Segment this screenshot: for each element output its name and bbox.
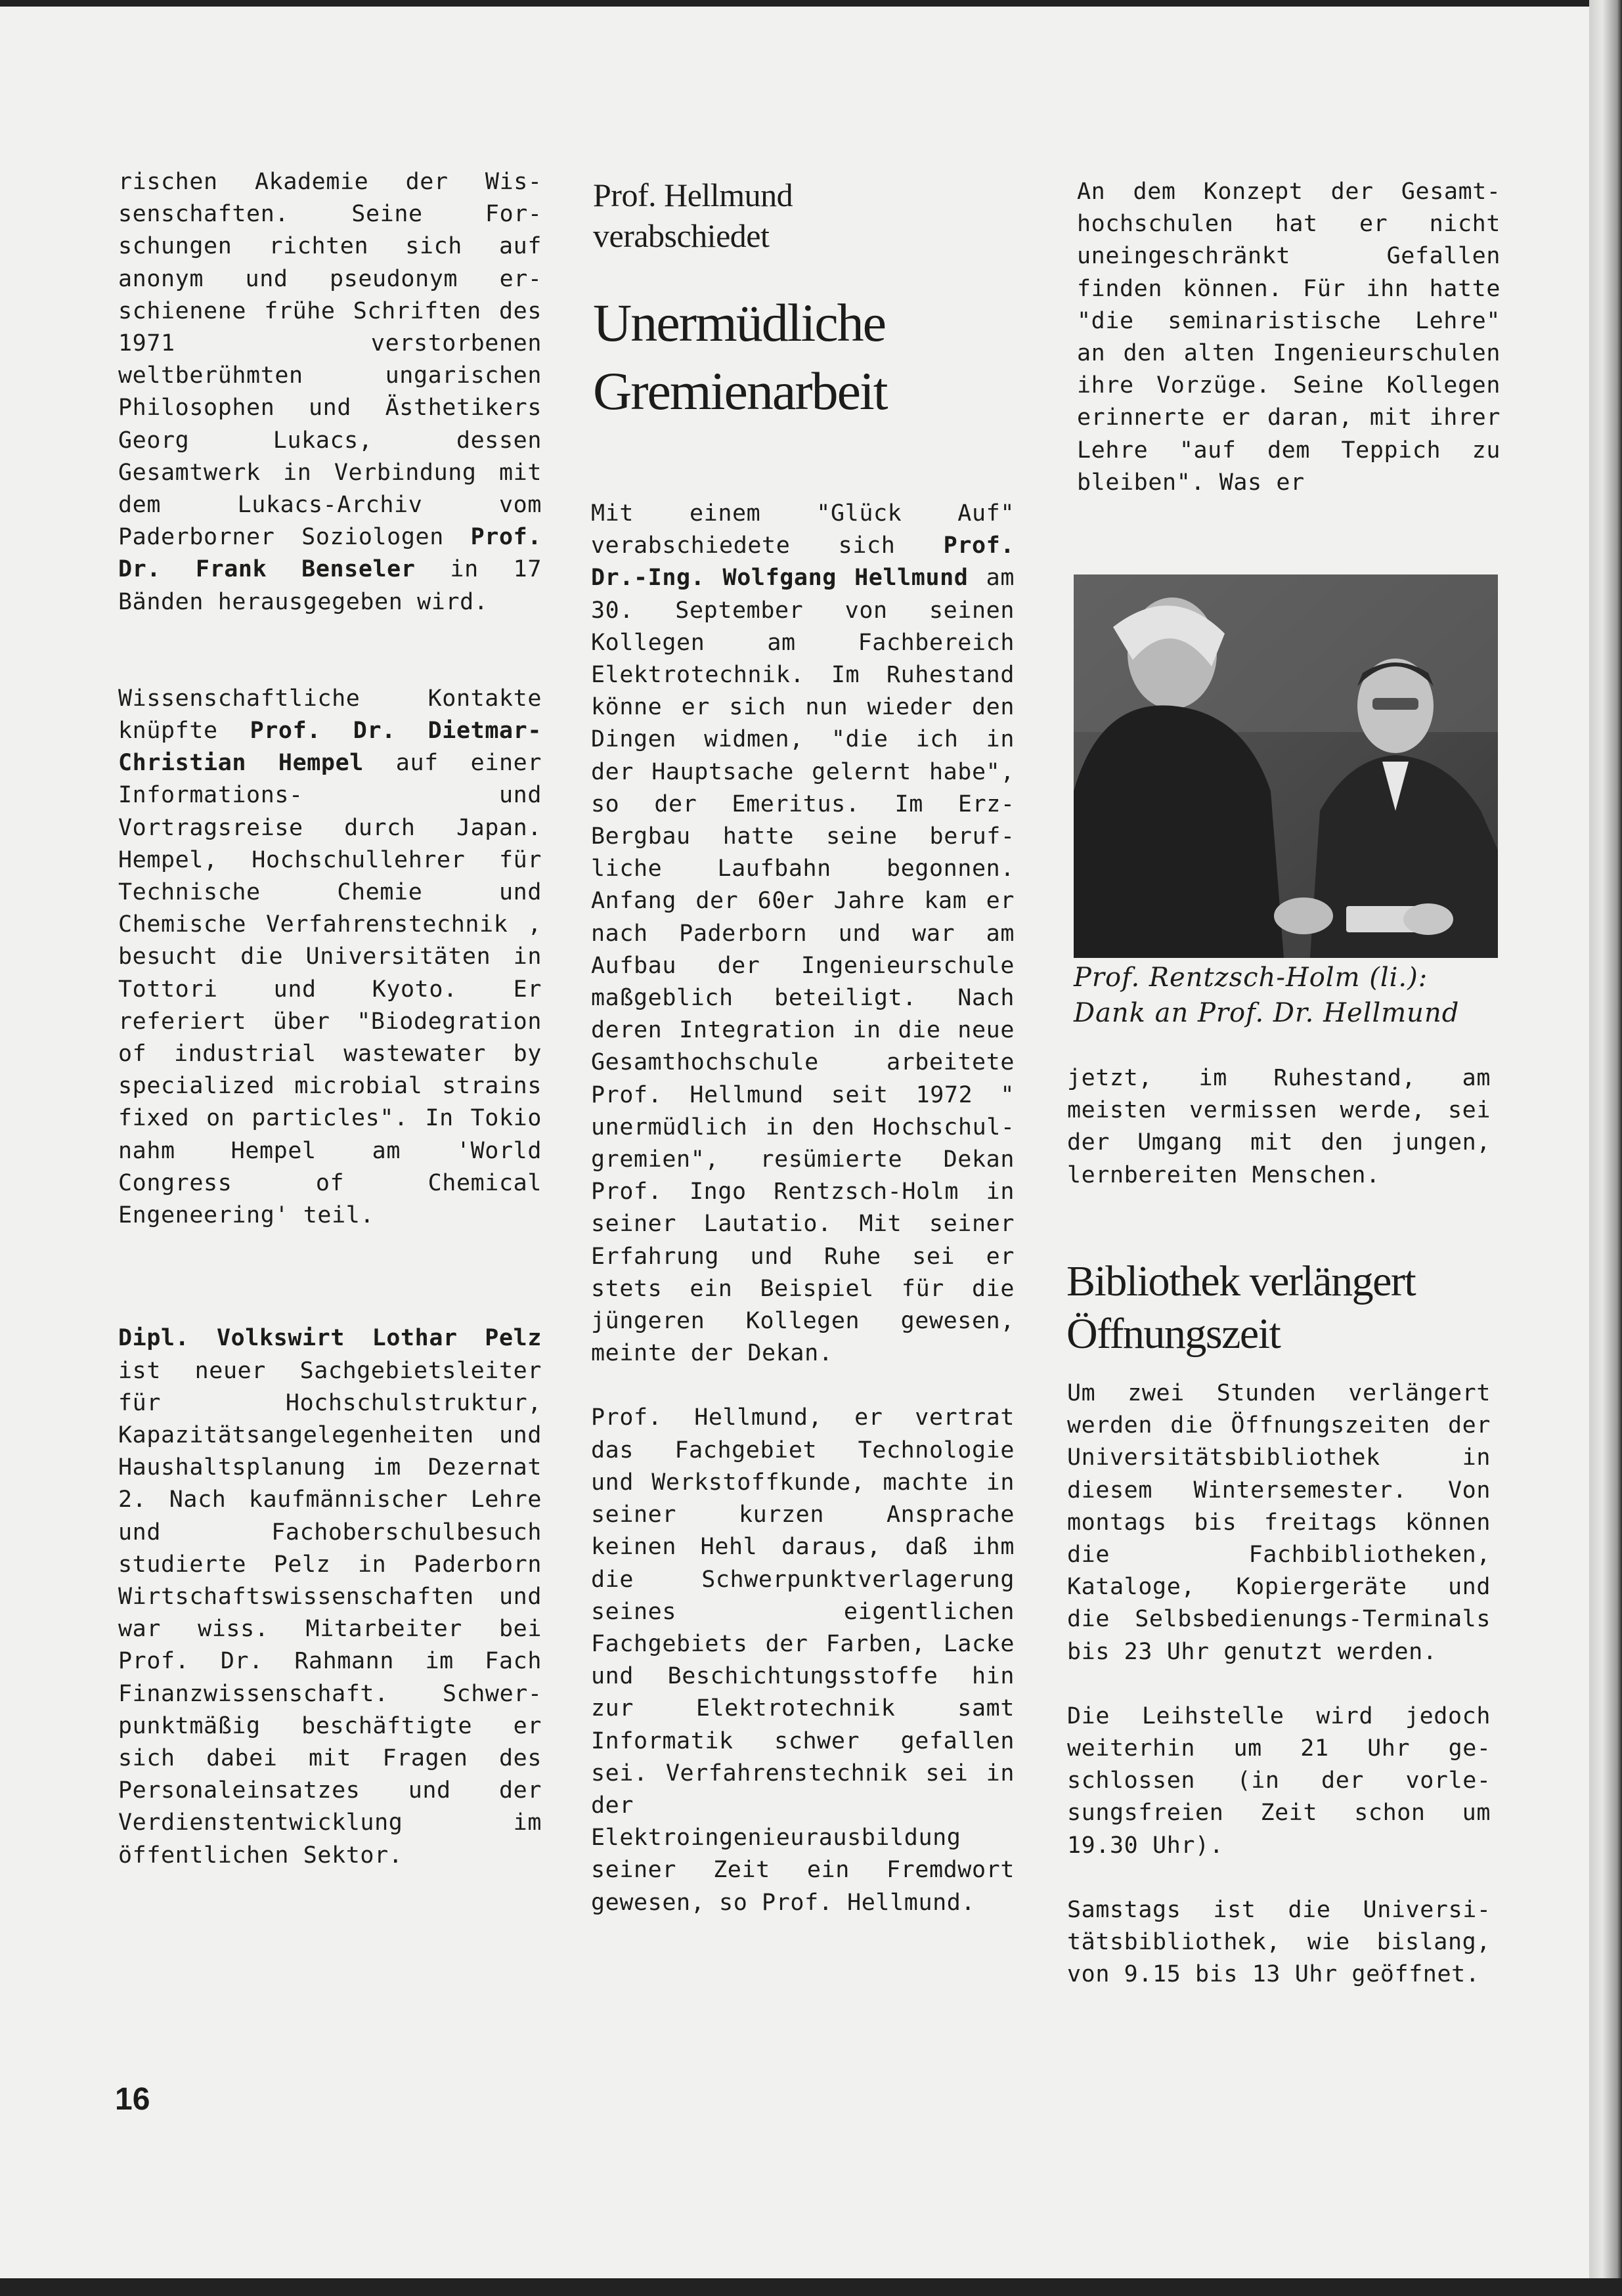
photo-handshake [1074,574,1498,958]
library-headline: Bibliothek verlängert Öffnungszeit [1066,1257,1416,1358]
middle-column [591,498,1015,1919]
scan-top-edge [0,0,1622,7]
photo-caption [1074,960,1507,1031]
left-paragraph-1: rischen Akademie der Wissenschaften. Seine Forschungen richten sich auf anonym und pseudonym erschienene frühe Schriften des 1971 verstorbenen weltberühmten ungarischen Philosophen und Ästhetikers Georg Lukacs, dessen Gesamtwerk in Verbindung mit dem Lukacs-Archiv vom Paderborner Soziologen Prof. Dr. Frank Benseler in 17 Bänden herausgegeben wird. [118,169,542,615]
name-hempel: Prof. Dr. Dietmar-Christian Hempel [118,718,542,777]
middle-paragraph-1: Mit einem "Glück Auf" verabschiedete sich Prof. Dr.-Ing. Wolfgang Hellmund am 30. September von seinen Kollegen am Fachbereich Elektrotechnik. Im Ruhestand könne er sich nun wieder den Dingen widmen, "die ich in der Hauptsache gelernt habe", so der Emeritus. Im ErzBergbau hatte seine berufliche Laufbahn begonnen. Anfang der 60er Jahre kam er nach Paderborn und war am Aufbau der Ingenieurschule maßgeblich beteiligt. Nach deren Integration in die neue Gesamthochschule arbeitete Prof. Hellmund seit 1972 " unermüdlich in den Hochschulgremien", resümierte Dekan Prof. Ingo Rentzsch-Holm in seiner Lautatio. Mit seiner Erfahrung und Ruhe sei er stets ein Beispiel für die jüngeren Kollegen gewesen, meinte der Dekan. [591,500,1015,1367]
scan-bottom-edge [0,2278,1622,2296]
library-paragraph-1: Um zwei Stunden verlängert werden die Öffnungszeiten der Universitätsbibliothek in diesem Wintersemester. Von montags bis freitags können die Fachbibliotheken, Kataloge, Kopiergeräte und die Selbsbedienungs-Terminals bis 23 Uhr genutzt werden. [1067,1380,1491,1665]
middle-paragraph-2: Prof. Hellmund, er vertrat das Fachgebiet Technologie und Werkstoffkunde, machte in seiner kurzen Ansprache keinen Hehl daraus, daß ihm die Schwerpunktverlagerung seines eigentlichen Fachgebiets der Farben, Lacke und Beschichtungsstoffe hin zur Elektrotechnik samt Informatik schwer gefallen sei. Verfahrenstechnik sei in der Elektroingenieurausbildung seiner Zeit ein Fremdwort gewesen, so Prof. Hellmund. [591,1404,1015,1916]
name-pelz: Dipl. Volkswirt Lothar Pelz [118,1325,542,1352]
photo-illustration [1074,574,1498,958]
name-benseler: Prof. Dr. Frank Benseler [118,524,542,583]
article-headline: Unermüdliche Gremienarbeit [593,293,887,421]
left-column [118,166,542,1872]
caption-line-2: Dank an Prof. Dr. Hellmund [1074,998,1460,1028]
right-column-top [1077,176,1501,499]
library-paragraph-3: Samstags ist die Universitätsbibliothek, wie bislang, von 9.15 bis 13 Uhr geöffnet. [1067,1896,1491,1988]
scan-right-edge [1589,0,1622,2296]
left-paragraph-2: Wissenschaftliche Kontakte knüpfte Prof. Dr. Dietmar-Christian Hempel auf einer Informations- und Vortragsreise durch Japan. Hempel, Hochschullehrer für Technische Chemie und Chemische Verfahrenstechnik , besucht die Universitäten in Tottori und Kyoto. Er referiert über "Biodegration of industrial wastewater by specialized microbial strains fixed on particles". In Tokio nahm Hempel am 'World Congress of Chemical Engeneering' teil. [118,685,542,1229]
left-paragraph-3: Dipl. Volkswirt Lothar Pelz ist neuer Sachgebietsleiter für Hochschulstruktur, Kapazitätsangelegenheiten und Haushaltsplanung im Dezernat 2. Nach kaufmännischer Lehre und Fachoberschulbesuch studierte Pelz in Paderborn Wirtschaftswissenschaften und war wiss. Mitarbeiter bei Prof. Dr. Rahmann im Fach Finanzwissenschaft. Schwerpunktmäßig beschäftigte er sich dabei mit Fragen des Personaleinsatzes und der Verdienstentwicklung im öffentlichen Sektor. [118,1325,542,1869]
right-paragraph-1: An dem Konzept der Gesamthochschulen hat er nicht uneingeschränkt Gefallen finden können. Für ihn hatte "die seminaristische Lehre" an den alten Ingenieurschulen ihre Vorzüge. Seine Kollegen erinnerte er daran, mit ihrer Lehre "auf dem Teppich zu bleiben". Was er [1077,179,1501,496]
right-paragraph-continued: jetzt, im Ruhestand, am meisten vermissen werde, sei der Umgang mit den jungen, lernbereiten Menschen. [1067,1065,1491,1188]
caption-line-1: Prof. Rentzsch-Holm (li.): [1074,963,1428,993]
library-column [1067,1377,1491,1991]
name-hellmund: Prof. Dr.-Ing. Wolfgang Hellmund [591,532,1015,592]
right-column-bottom [1067,1062,1491,1192]
page-number: 16 [115,2082,150,2117]
library-paragraph-2: Die Leihstelle wird jedoch weiterhin um 21 Uhr geschlossen (in der vorlesungsfreien Zeit schon um 19.30 Uhr). [1067,1702,1491,1859]
article-kicker: Prof. Hellmund verabschiedet [593,177,793,254]
